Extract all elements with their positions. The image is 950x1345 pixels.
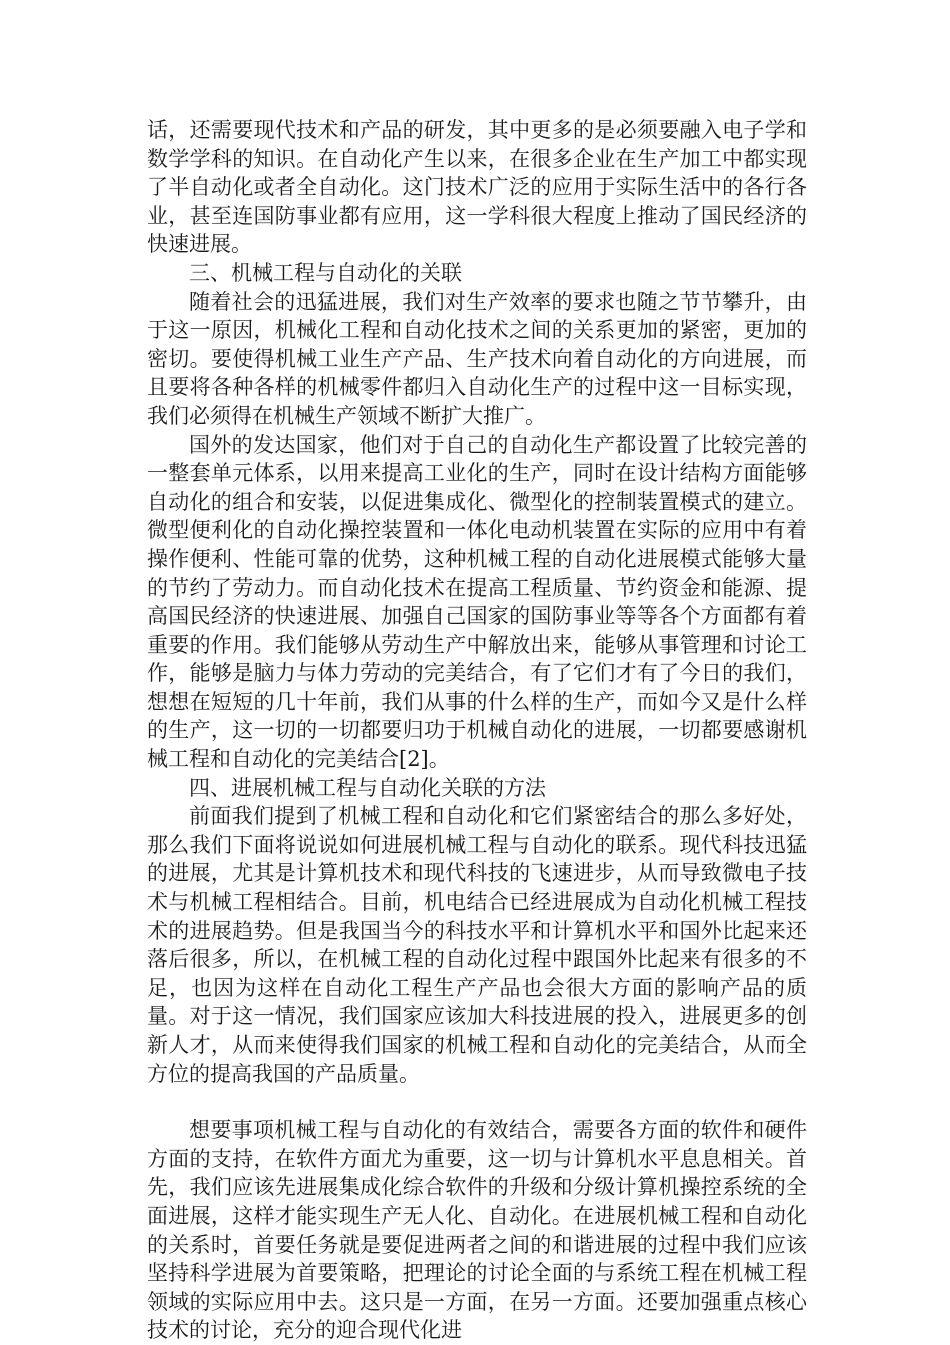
- section-heading-3: 三、机械工程与自动化的关联: [189, 260, 462, 285]
- paragraph-continuation: 话，还需要现代技术和产品的研发，其中更多的是必须要融入电子学和数学学科的知识。在自动化产生以来，在很多企业在生产加工中都实现了半自动化或者全自动化。这门技术广泛的应用于实际生活中的各行各业，甚至连国防事业都有应用，这一学科很大程度上推动了国民经济的快速进展。: [147, 118, 807, 257]
- paragraph: 前面我们提到了机械工程和自动化和它们紧密结合的那么多好处，那么我们下面将说说如何进展机械工程与自动化的联系。现代科技迅猛的进展，尤其是计算机技术和现代科技的飞速进步，从而导致微电子技术与机械工程相结合。目前，机电结合已经进展成为自动化机械工程技术的进展趋势。但是我国当今的科技水平和计算机水平和国外比起来还落后很多，所以，在机械工程的自动化过程中跟国外比起来有很多的不足，也因为这样在自动化工程生产产品也会很大方面的影响产品的质量。对于这一情况，我们国家应该加大科技进展的投入，进展更多的创新人才，从而来使得我们国家的机械工程和自动化的完美结合，从而全方位的提高我国的产品质量。: [147, 804, 807, 1086]
- paragraph: 随着社会的迅猛进展，我们对生产效率的要求也随之节节攀升，由于这一原因，机械化工程和自动化技术之间的关系更加的紧密，更加的密切。要使得机械工业生产产品、生产技术向着自动化的方向进展，而且要将各种各样的机械零件都归入自动化生产的过程中这一目标实现，我们必须得在机械生产领域不断扩大推广。: [147, 289, 807, 428]
- document-page: [147, 116, 807, 1345]
- paragraph: 国外的发达国家，他们对于自己的自动化生产都设置了比较完善的一整套单元体系，以用来提高工业化的生产，同时在设计结构方面能够自动化的组合和安装，以促进集成化、微型化的控制装置模式的建立。微型便利化的自动化操控装置和一体化电动机装置在实际的应用中有着操作便利、性能可靠的优势，这种机械工程的自动化进展模式能够大量的节约了劳动力。而自动化技术在提高工程质量、节约资金和能源、提高国民经济的快速进展、加强自己国家的国防事业等等各个方面都有着重要的作用。我们能够从劳动生产中解放出来，能够从事管理和讨论工作，能够是脑力与体力劳动的完美结合，有了它们才有了今日的我们，想想在短短的几十年前，我们从事的什么样的生产，而如今又是什么样的生产，这一切的一切都要归功于机械自动化的进展，一切都要感谢机械工程和自动化的完美结合[2]。: [147, 432, 807, 772]
- blank-line: [147, 1088, 807, 1116]
- section-heading-4: 四、进展机械工程与自动化关联的方法: [189, 775, 546, 800]
- paragraph: 想要事项机械工程与自动化的有效结合，需要各方面的软件和硬件方面的支持，在软件方面尤为重要，这一切与计算机水平息息相关。首先，我们应该先进展集成化综合软件的升级和分级计算机操控系统的全面进展，这样才能实现生产无人化、自动化。在进展机械工程和自动化的关系时，首要任务就是要促进两者之间的和谐进展的过程中我们应该坚持科学进展为首要策略，把理论的讨论全面的与系统工程在机械工程领域的实际应用中去。这只是一方面，在另一方面。还要加强重点核心技术的讨论，充分的迎合现代化进: [147, 1118, 807, 1343]
